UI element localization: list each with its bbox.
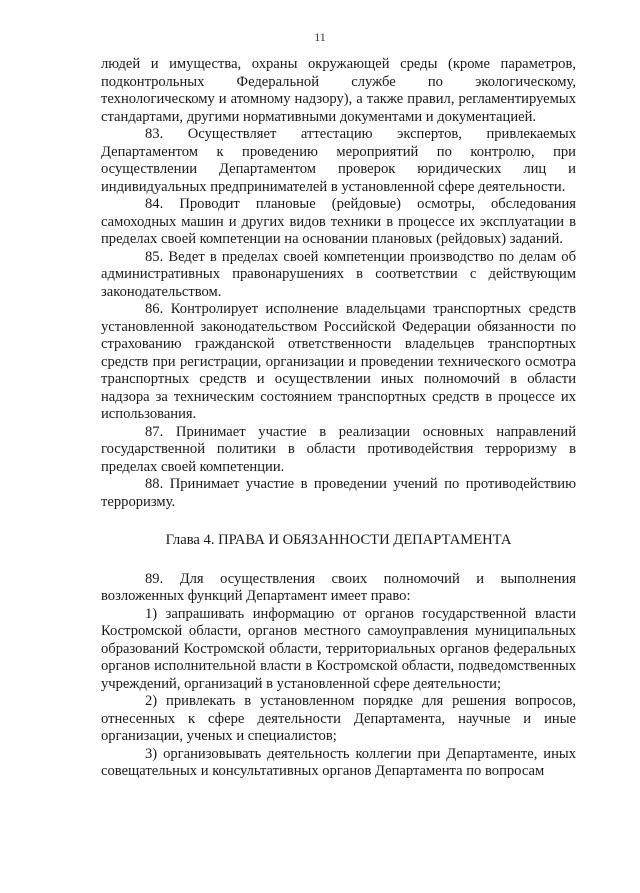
paragraph-83: 83. Осуществляет аттестацию экспертов, привлекаемых Департаментом к проведению мероприятий по контролю, при осуществлении Департаментом проверок юридических лиц и индивидуальных предпринимателей в установленной сфере деятельности.	[101, 126, 576, 195]
paragraph-86: 86. Контролирует исполнение владельцами транспортных средств установленной законодательством Российской Федерации обязанности по страхованию гражданской ответственности владельцев транспортных средств при регистрации, организации и проведении технического осмотра транспортных средств и осуществлении иных полномочий в области надзора за техническим состоянием транспортных средств в процессе их использования.	[101, 301, 576, 422]
list-item-2: 2) привлекать в установленном порядке для решения вопросов, отнесенных к сфере деятельности Департамента, научные и иные организации, ученых и специалистов;	[101, 693, 576, 744]
paragraph-85: 85. Ведет в пределах своей компетенции производство по делам об административных правонарушениях в соответствии с действующим законодательством.	[101, 248, 576, 300]
paragraph-89: 89. Для осуществления своих полномочий и выполнения возложенных функций Департамент имеет право:	[101, 570, 576, 604]
document-body	[101, 56, 576, 781]
chapter-heading: Глава 4. ПРАВА И ОБЯЗАННОСТИ ДЕПАРТАМЕНТА	[165, 532, 512, 548]
paragraph-87: 87. Принимает участие в реализации основных направлений государственной политики в области противодействия терроризму в пределах своей компетенции.	[101, 423, 576, 475]
page-number: 11	[314, 30, 326, 44]
list-item-3: 3) организовывать деятельность коллегии при Департаменте, иных совещательных и консультативных органов Департамента по вопросам	[101, 745, 576, 779]
list-item-1: 1) запрашивать информацию от органов государственной власти Костромской области, органов местного самоуправления муниципальных образований Костромской области, территориальных органов федеральных органов исполнительной власти в Костромской области, подведомственных учреждений, организаций в установленной сфере деятельности;	[101, 605, 576, 692]
paragraph-88: 88. Принимает участие в проведении учений по противодействию терроризму.	[101, 476, 576, 510]
paragraph-84: 84. Проводит плановые (рейдовые) осмотры, обследования самоходных машин и других видов техники в процессе их эксплуатации в пределах своей компетенции на основании плановых (рейдовых) заданий.	[101, 196, 576, 247]
paragraph-continuation: людей и имущества, охраны окружающей среды (кроме параметров, подконтрольных Федеральной службе по экологическому, технологическому и атомному надзору), а также правил, регламентируемых стандартами, другими нормативными документами и документацией.	[101, 56, 576, 125]
